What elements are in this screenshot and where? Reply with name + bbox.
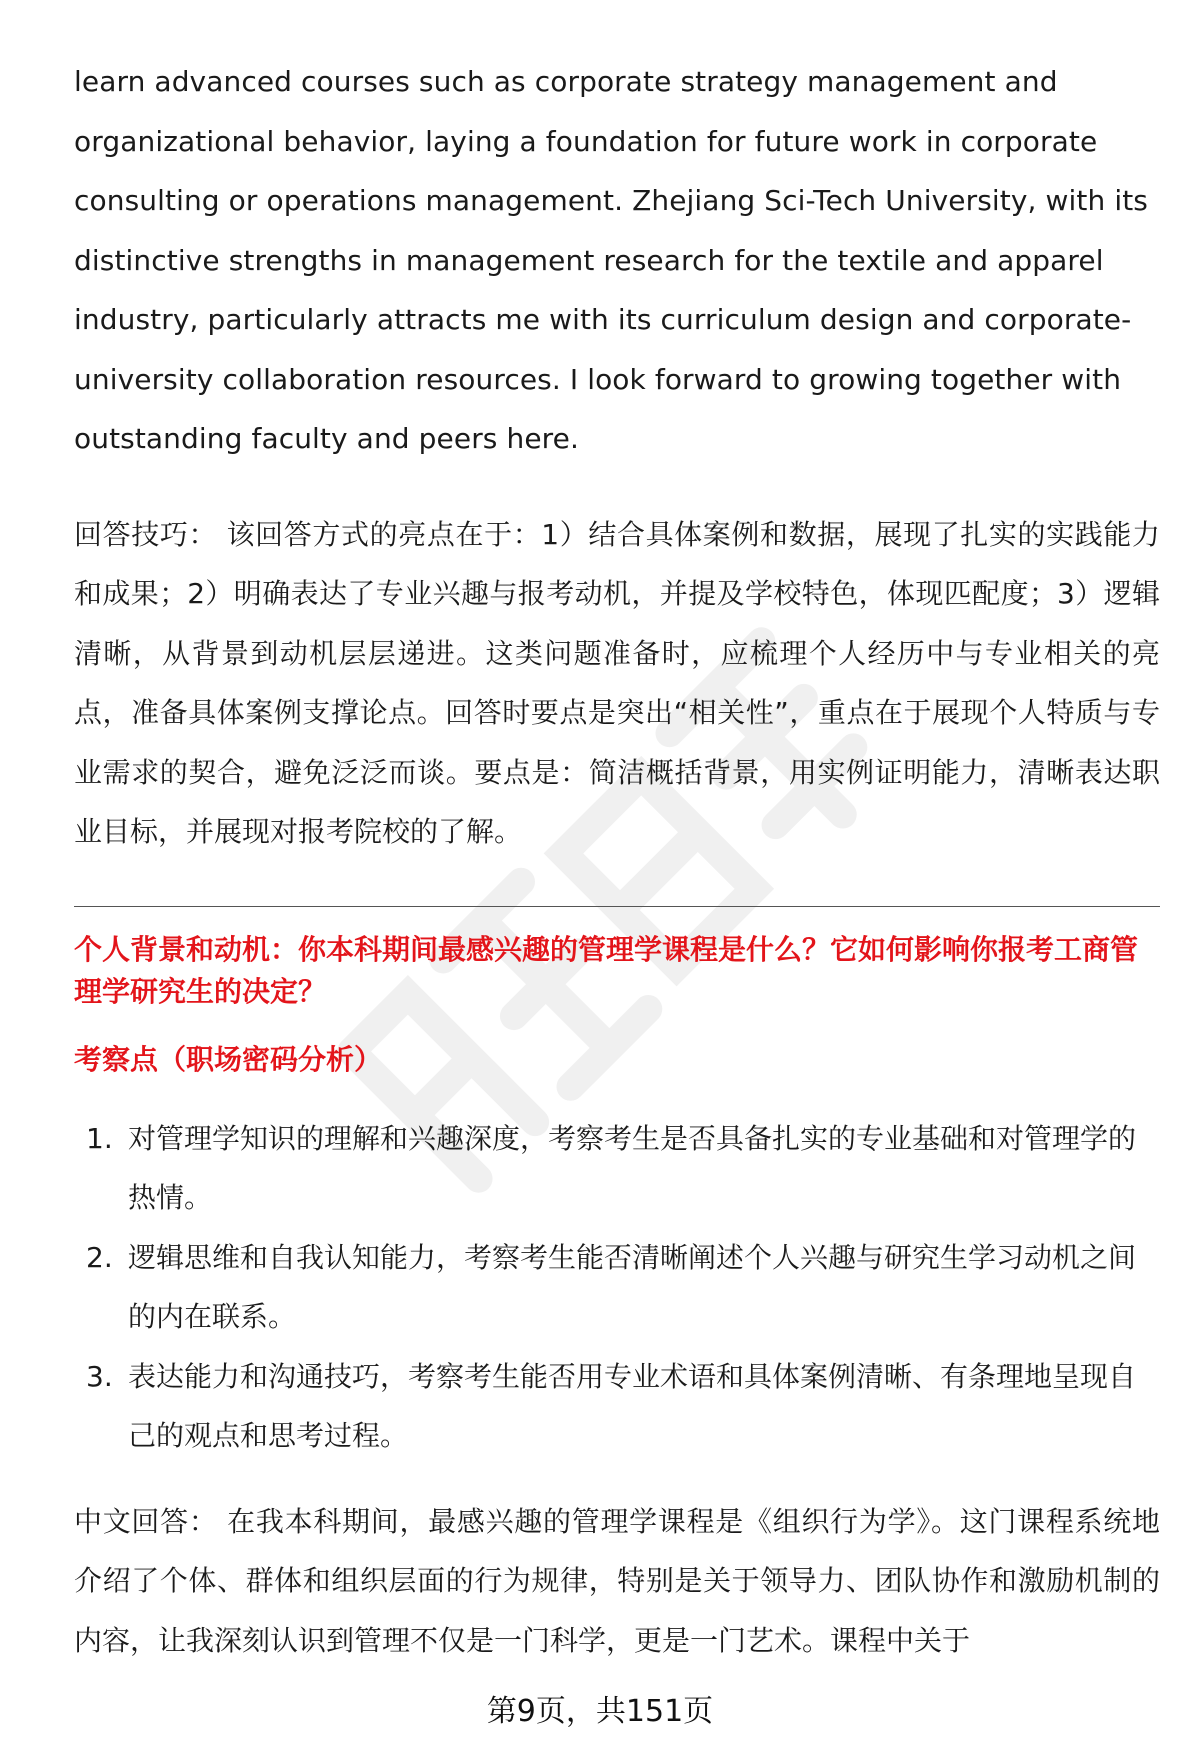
list-item xyxy=(74,1109,1160,1228)
list-item xyxy=(74,1228,1160,1347)
list-item-text: 对管理学知识的理解和兴趣深度，考察考生是否具备扎实的专业基础和对管理学的热情。 xyxy=(128,1121,1137,1214)
list-item-text: 表达能力和沟通技巧，考察考生能否用专业术语和具体案例清晰、有条理地呈现自己的观点和思考过程。 xyxy=(128,1359,1137,1452)
list-item xyxy=(74,1347,1160,1466)
document-page xyxy=(74,52,1160,1670)
evaluation-points-list xyxy=(74,1109,1160,1466)
list-item-text: 逻辑思维和自我认知能力，考察考生能否清晰阐述个人兴趣与研究生学习动机之间的内在联系。 xyxy=(128,1240,1137,1333)
question-title: 个人背景和动机：你本科期间最感兴趣的管理学课程是什么？它如何影响你报考工商管理学研究生的决定？ xyxy=(74,932,1139,1008)
english-paragraph: learn advanced courses such as corporate strategy management and organizational behavior, laying a foundation for future work in corporate consulting or operations management. Zhejiang Sci-Tech University, with its distinctive strengths in management research for the textile and apparel industry, particularly attracts me with its curriculum design and corporate-university collaboration resources. I look forward to growing together with outstanding faculty and peers here. xyxy=(74,65,1148,455)
list-item-number: 3. xyxy=(86,1359,113,1393)
section-divider xyxy=(74,906,1160,907)
chinese-answer-paragraph: 中文回答： 在我本科期间，最感兴趣的管理学课程是《组织行为学》。这门课程系统地介绍了个体、群体和组织层面的行为规律，特别是关于领导力、团队协作和激励机制的内容，让我深刻认识到管理不仅是一门科学，更是一门艺术。课程中关于 xyxy=(74,1504,1160,1657)
list-item-number: 2. xyxy=(86,1240,113,1274)
page-number-footer: 第9页，共151页 xyxy=(486,1694,714,1729)
answer-tips-paragraph: 回答技巧： 该回答方式的亮点在于：1）结合具体案例和数据，展现了扎实的实践能力和成果；2）明确表达了专业兴趣与报考动机，并提及学校特色，体现匹配度；3）逻辑清晰，从背景到动机层层递进。这类问题准备时，应梳理个人经历中与专业相关的亮点，准备具体案例支撑论点。回答时要点是突出“相关性”，重点在于展现个人特质与专业需求的契合，避免泛泛而谈。要点是：简洁概括背景，用实例证明能力，清晰表达职业目标，并展现对报考院校的了解。 xyxy=(74,517,1160,848)
evaluation-points-heading: 考察点（职场密码分析） xyxy=(74,1042,383,1076)
list-item-number: 1. xyxy=(86,1121,113,1155)
